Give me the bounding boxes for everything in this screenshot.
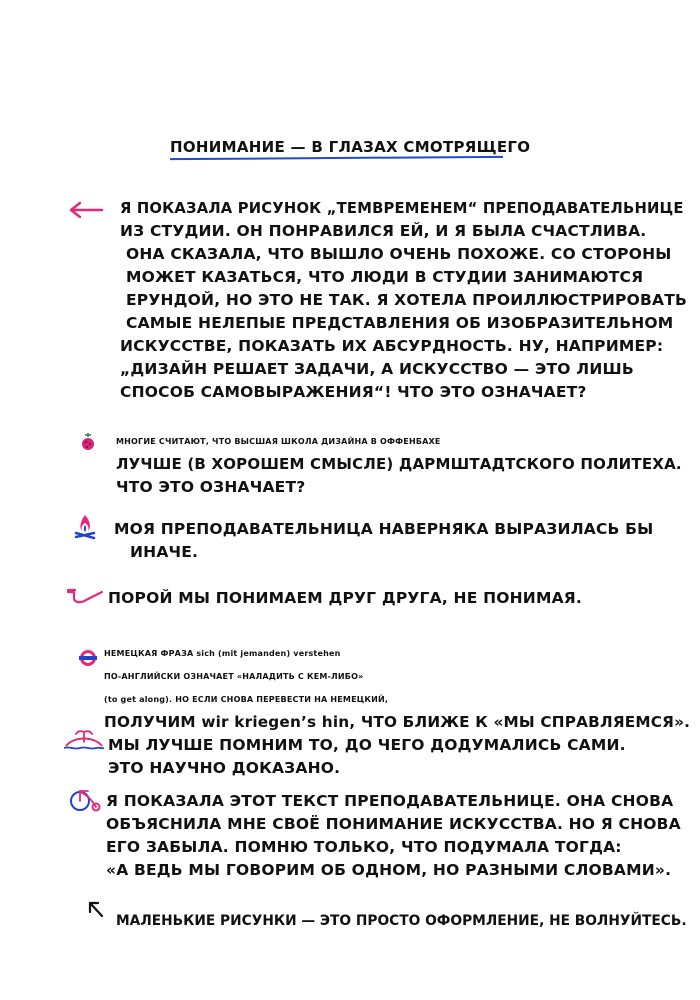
paragraph-4 <box>108 587 582 610</box>
paragraph-line: МЫ ЛУЧШЕ ПОМНИМ ТО, ДО ЧЕГО ДОДУМАЛИСЬ САМИ. <box>108 736 626 754</box>
title-underline <box>170 156 503 160</box>
arrow-up-left-icon <box>86 898 106 920</box>
paragraph-line: ЕРУНДОЙ, НО ЭТО НЕ ТАК. Я ХОТЕЛА ПРОИЛЛЮСТРИРОВАТЬ <box>126 291 687 309</box>
paragraph-line: ИНАЧЕ. <box>130 543 199 561</box>
paragraph-1 <box>120 197 687 404</box>
pipe-icon <box>66 586 104 606</box>
footnote: МАЛЕНЬКИЕ РИСУНКИ — ЭТО ПРОСТО ОФОРМЛЕНИЕ, НЕ ВОЛНУЙТЕСЬ. <box>116 913 687 929</box>
paragraph-line: „ДИЗАЙН РЕШАЕТ ЗАДАЧИ, А ИСКУССТВО — ЭТО ЛИШЬ <box>120 360 634 378</box>
paragraph-7 <box>106 790 681 882</box>
page-title: ПОНИМАНИЕ — В ГЛАЗАХ СМОТРЯЩЕГО <box>170 138 531 156</box>
paragraph-line: ОНА СКАЗАЛА, ЧТО ВЫШЛО ОЧЕНЬ ПОХОЖЕ. СО СТОРОНЫ <box>126 245 672 263</box>
campfire-icon <box>74 513 96 543</box>
paragraph-line: (to get along). НО ЕСЛИ СНОВА ПЕРЕВЕСТИ НА НЕМЕЦКИЙ, <box>104 695 389 704</box>
paragraph-line: ПОЛУЧИМ wir kriegen’s hin, ЧТО БЛИЖЕ К «МЫ СПРАВЛЯЕМСЯ». <box>104 713 691 731</box>
paragraph-line: САМЫЕ НЕЛЕПЫЕ ПРЕДСТАВЛЕНИЯ ОБ ИЗОБРАЗИТЕЛЬНОМ <box>126 314 674 332</box>
paragraph-line: ПОРОЙ МЫ ПОНИМАЕМ ДРУГ ДРУГА, НЕ ПОНИМАЯ. <box>108 589 583 607</box>
london-underground-icon <box>78 648 98 668</box>
penny-farthing-bicycle-icon <box>68 788 102 812</box>
paragraph-6 <box>108 734 626 780</box>
paragraph-line: ЛУЧШЕ (В ХОРОШЕМ СМЫСЛЕ) ДАРМШТАДТСКОГО ПОЛИТЕХА. <box>116 455 682 473</box>
paragraph-line: СПОСОБ САМОВЫРАЖЕНИЯ“! ЧТО ЭТО ОЗНАЧАЕТ? <box>120 383 587 401</box>
paragraph-line: МОЖЕТ КАЗАТЬСЯ, ЧТО ЛЮДИ В СТУДИИ ЗАНИМАЮТСЯ <box>126 268 644 286</box>
paragraph-2 <box>116 430 682 499</box>
paragraph-line: МНОГИЕ СЧИТАЮТ, ЧТО ВЫСШАЯ ШКОЛА ДИЗАЙНА В ОФФЕНБАХЕ <box>116 437 441 446</box>
pink-arrow-left-icon <box>66 200 104 220</box>
berry-icon <box>80 432 96 452</box>
paragraph-line: Я ПОКАЗАЛА ЭТОТ ТЕКСТ ПРЕПОДАВАТЕЛЬНИЦЕ. ОНА СНОВА <box>106 792 674 810</box>
paragraph-line: НЕМЕЦКАЯ ФРАЗА sich (mit jemanden) verstehen <box>104 649 341 658</box>
paragraph-5 <box>104 642 690 734</box>
paragraph-line: ОБЪЯСНИЛА МНЕ СВОЁ ПОНИМАНИЕ ИСКУССТВА. НО Я СНОВА <box>106 815 681 833</box>
paragraph-3 <box>114 518 653 564</box>
paragraph-line: МОЯ ПРЕПОДАВАТЕЛЬНИЦА НАВЕРНЯКА ВЫРАЗИЛАСЬ БЫ <box>114 520 654 538</box>
paragraph-line: ИЗ СТУДИИ. ОН ПОНРАВИЛСЯ ЕЙ, И Я БЫЛА СЧАСТЛИВА. <box>120 222 647 240</box>
paragraph-line: Я ПОКАЗАЛА РИСУНОК „ТЕМВРЕМЕНЕМ“ ПРЕПОДАВАТЕЛЬНИЦЕ <box>120 200 684 217</box>
paragraph-line: ЧТО ЭТО ОЗНАЧАЕТ? <box>116 478 306 496</box>
paragraph-line: «А ВЕДЬ МЫ ГОВОРИМ ОБ ОДНОМ, НО РАЗНЫМИ СЛОВАМИ». <box>106 861 672 879</box>
paragraph-line: ЭТО НАУЧНО ДОКАЗАНО. <box>108 759 341 777</box>
paragraph-line: ИСКУССТВЕ, ПОКАЗАТЬ ИХ АБСУРДНОСТЬ. НУ, НАПРИМЕР: <box>120 337 664 355</box>
island-icon <box>64 728 104 750</box>
paragraph-line: ПО-АНГЛИЙСКИ ОЗНАЧАЕТ «НАЛАДИТЬ С КЕМ-ЛИБО» <box>104 672 364 681</box>
paragraph-line: ЕГО ЗАБЫЛА. ПОМНЮ ТОЛЬКО, ЧТО ПОДУМАЛА ТОГДА: <box>106 838 622 856</box>
